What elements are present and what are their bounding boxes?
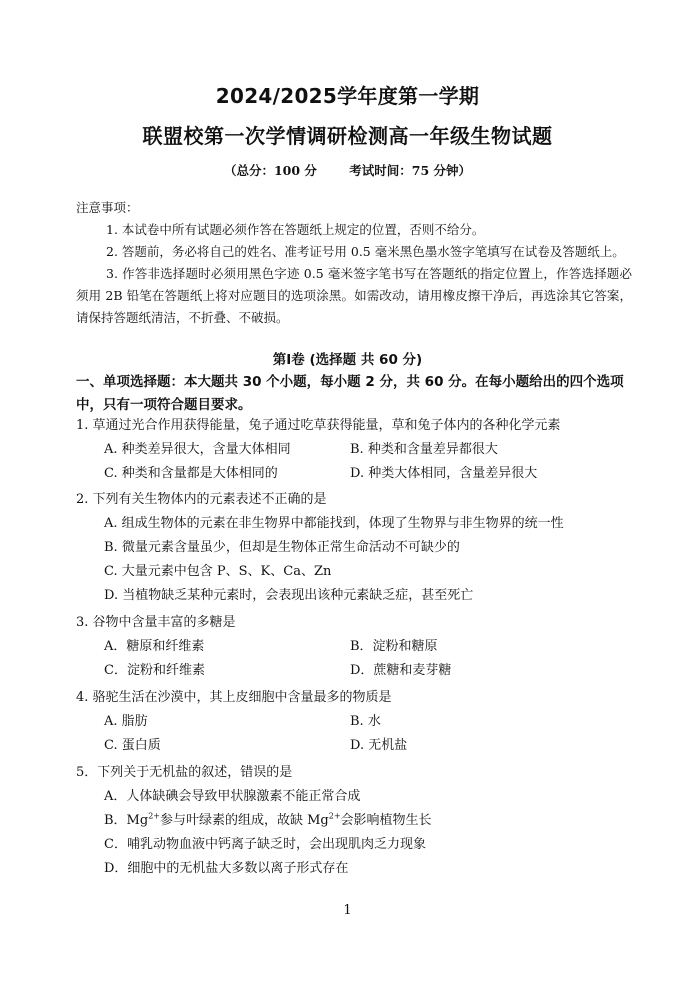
option-a: A. 种类差异很大，含量大体相同 — [104, 442, 291, 457]
option-b-text-1: B．Mg — [104, 813, 149, 828]
question-stem: 3. 谷物中含量丰富的多糖是 — [76, 615, 236, 630]
question-1 — [76, 414, 636, 486]
exam-term-title: 2024/2025学年度第一学期 — [215, 84, 480, 108]
notice-item-3: 3. 作答非选择题时必须用黑色字迹 0.5 毫米签字笔书写在答题纸的指定位置上，作答选择题必须用 2B 铅笔在答题纸上将对应题目的选项涂黑。如需改动，请用橡皮擦干净后，再选涂其它答案，请保持答题纸清洁，不折叠、不破损。 — [76, 266, 632, 325]
option-d: D．细胞中的无机盐大多数以离子形式存在 — [104, 861, 349, 876]
option-b-text-2: 参与叶绿素的组成，故缺 Mg — [159, 813, 329, 828]
option-d: D．蔗糖和麦芽糖 — [350, 663, 452, 678]
question-stem: 4. 骆驼生活在沙漠中，其上皮细胞中含量最多的物质是 — [76, 690, 392, 705]
section-instruction: 一、单项选择题：本大题共 30 个小题，每小题 2 分，共 60 分。在每小题给出的四个选项中，只有一项符合题目要求。 — [76, 374, 624, 413]
notice-block — [76, 197, 632, 329]
ion-charge-2: 2+ — [328, 811, 341, 821]
option-c: C. 大量元素中包含 P、S、K、Ca、Zn — [104, 564, 332, 579]
question-3 — [76, 611, 636, 683]
exam-meta — [0, 161, 695, 179]
option-b: B. 微量元素含量虽少，但却是生物体正常生命活动不可缺少的 — [104, 540, 460, 555]
option-d: D. 无机盐 — [350, 738, 408, 753]
page-number: 1 — [343, 903, 352, 918]
option-a: A．糖原和纤维素 — [104, 639, 205, 654]
section-heading: 第Ⅰ卷 (选择题 共 60 分) — [272, 352, 423, 368]
question-stem: 5．下列关于无机盐的叙述，错误的是 — [76, 765, 293, 780]
question-stem: 1. 草通过光合作用获得能量，兔子通过吃草获得能量，草和兔子体内的各种化学元素 — [76, 418, 561, 433]
option-b: B. 水 — [350, 714, 381, 729]
option-a: A. 组成生物体的元素在非生物界中都能找到，体现了生物界与非生物界的统一性 — [104, 516, 564, 531]
option-c: C．淀粉和纤维素 — [104, 663, 205, 678]
question-2 — [76, 488, 636, 608]
option-b: B．淀粉和糖原 — [350, 639, 438, 654]
option-b-text-3: 会影响植物生长 — [340, 813, 432, 828]
ion-charge-1: 2+ — [148, 811, 160, 821]
option-d: D. 当植物缺乏某种元素时，会表现出该种元素缺乏症，甚至死亡 — [104, 588, 474, 603]
option-c: C. 蛋白质 — [104, 738, 161, 753]
notice-item-1: 1. 本试卷中所有试题必须作答在答题纸上规定的位置，否则不给分。 — [106, 222, 485, 237]
question-stem: 2. 下列有关生物体内的元素表述不正确的是 — [76, 492, 327, 507]
option-d: D. 种类大体相同，含量差异很大 — [350, 466, 538, 481]
option-c: C. 种类和含量都是大体相同的 — [104, 466, 278, 481]
notice-item-2: 2. 答题前，务必将自己的姓名、准考证号用 0.5 毫米黑色墨水签字笔填写在试卷及答题纸上。 — [106, 244, 625, 259]
exam-time: 考试时间：75 分钟） — [349, 163, 472, 178]
exam-main-title: 联盟校第一次学情调研检测高一年级生物试题 — [142, 124, 553, 148]
option-a: A．人体缺碘会导致甲状腺激素不能正常合成 — [104, 789, 361, 804]
option-b — [104, 809, 636, 833]
question-4 — [76, 686, 636, 758]
question-5 — [76, 761, 636, 881]
option-a: A. 脂肪 — [104, 714, 148, 729]
option-c: C．哺乳动物血液中钙离子缺乏时，会出现肌肉乏力现象 — [104, 837, 426, 852]
notice-heading: 注意事项： — [76, 200, 139, 215]
total-score: （总分：100 分 — [223, 163, 317, 178]
option-b: B. 种类和含量差异都很大 — [350, 442, 498, 457]
